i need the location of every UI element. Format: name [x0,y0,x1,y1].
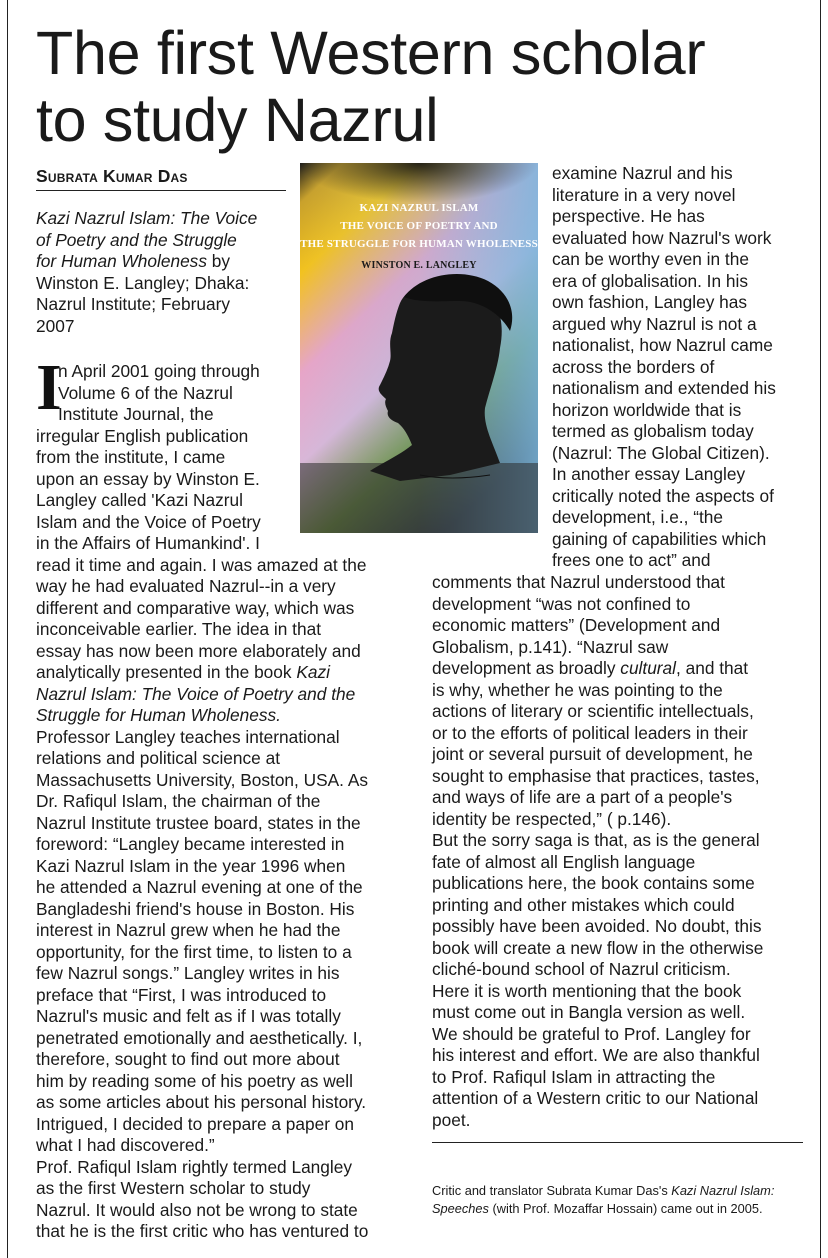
article-line: can be worthy even in the [552,249,749,269]
article-line: Institute Journal, the [58,404,214,424]
article-line: interest in Nazrul grew when he had the [36,920,341,940]
right-column-rule [820,0,821,1258]
article-line: foreword: “Langley became interested in [36,834,345,854]
article-line: opportunity, for the first time, to listen to a [36,941,352,962]
caption-text: (with Prof. Mozaffar Hossain) came out in 2005. [488,1201,763,1216]
period: . [276,705,281,725]
book-ref-text: 2007 [36,315,75,336]
article-line: Nazrul Islam: The Voice of Poetry and the [36,683,356,704]
article-line: across the borders of [552,356,715,377]
article-line: therefore, sought to find out more about [36,1049,340,1069]
article-line: development as broadly [432,658,621,678]
article-column-1 [36,361,368,1243]
article-line: analytically presented in the book [36,662,297,682]
article-line: fate of almost all English language [432,851,696,872]
article-line: joint or several pursuit of development, he [432,744,753,764]
article-line: In another essay Langley [552,464,746,484]
article-line: own fashion, Langley has [552,292,748,312]
article-line: him by reading some of his poetry as well [36,1070,353,1091]
article-line: way he had evaluated Nazrul--in a very [36,576,336,596]
article-line: Nazrul. It would also not be wrong to state [36,1199,358,1220]
article-line: is why, whether he was pointing to the [432,679,723,700]
article-line: Bangladeshi friend's house in Boston. His [36,898,355,919]
headline-line: to study Nazrul [36,86,439,154]
article-line: argued why Nazrul is not a [552,313,757,334]
article-line: critically noted the aspects of [552,485,774,506]
article-line: Prof. Rafiqul Islam rightly termed Langley [36,1156,352,1177]
article-line: relations and political science at [36,748,280,768]
article-line: nationalist, how Nazrul came [552,335,773,355]
article-line: Dr. Rafiqul Islam, the chairman of the [36,791,321,811]
article-line: to Prof. Rafiqul Islam in attracting the [432,1066,716,1087]
article-line: n April 2001 going through [58,361,260,381]
article-line: Here it is worth mentioning that the book [432,980,742,1001]
author-caption [432,1182,807,1218]
article-line: evaluated how Nazrul's work [552,227,772,248]
article-line: as some articles about his personal history. [36,1092,367,1112]
article-line: in the Affairs of Humankind'. I [36,533,260,553]
article-line: printing and other mistakes which could [432,894,735,915]
article-line: possibly have been avoided. No doubt, this [432,916,762,936]
article-line: Volume 6 of the Nazrul [58,382,233,403]
article-line: and ways of life are a part of a people's [432,787,733,807]
article-line: comments that Nazrul understood that [432,572,725,592]
article-line: gaining of capabilities which [552,528,767,549]
article-line: from the institute, I came [36,447,226,467]
book-title-line: Kazi Nazrul Islam: The Voice [36,208,258,228]
article-line: must come out in Bangla version as well. [432,1002,746,1022]
article-line: Kazi Nazrul Islam in the year 1996 when [36,855,346,876]
article-line: Intrigued, I decided to prepare a paper on [36,1113,355,1134]
article-line: Islam and the Voice of Poetry [36,511,261,532]
article-line: But the sorry saga is that, as is the general [432,830,760,850]
article-line: (Nazrul: The Global Citizen). [552,442,770,463]
article-line: that he is the first critic who has ventured to [36,1221,369,1241]
book-cover-title [300,199,538,275]
article-line: literature in a very novel [552,184,736,205]
caption-book-title-2: Speeches [432,1201,489,1216]
article-line: poet. [432,1109,471,1130]
article-line: frees one to act” and [552,550,711,570]
article-line: economic matters” (Development and [432,615,721,635]
article-line: horizon worldwide that is [552,399,742,420]
article-line: examine Nazrul and his [552,163,733,183]
left-column-rule [7,0,8,1258]
article-line: Nazrul Institute trustee board, states in the [36,812,361,833]
article-line: era of globalisation. In his [552,270,748,291]
article-line: Langley called 'Kazi Nazrul [36,490,243,510]
article-end-rule [432,1142,803,1143]
book-ref-text: Winston E. Langley; Dhaka: [36,272,250,293]
caption-text: Critic and translator Subrata Kumar Das's [432,1183,672,1198]
article-line: his interest and effort. We are also thankful [432,1045,760,1065]
article-line: perspective. He has [552,206,705,226]
cover-title-line: KAZI NAZRUL ISLAM [359,202,479,214]
article-line: he attended a Nazrul evening at one of the [36,877,363,897]
article-line: book will create a new flow in the otherwise [432,937,764,958]
article-line: publications here, the book contains some [432,873,755,893]
book-title-line: of Poetry and the Struggle [36,229,237,250]
cover-title-line: THE VOICE OF POETRY AND [340,220,498,232]
article-line: preface that “First, I was introduced to [36,984,327,1005]
article-line: different and comparative way, which was [36,597,355,618]
article-line: Massachusetts University, Boston, USA. As [36,769,368,790]
article-line: We should be grateful to Prof. Langley for [432,1023,751,1044]
byline: Subrata Kumar Das [36,166,286,191]
article-line: identity be respected,” ( p.146). [432,808,672,829]
article-line: attention of a Western critic to our National [432,1088,759,1108]
headline-line: The first Western scholar [36,19,706,87]
book-title-line: for Human Wholeness [36,251,207,271]
article-line: nationalism and extended his [552,378,776,398]
headline [36,20,806,154]
book-title-italic: Kazi [296,662,330,682]
article-column-3 [432,572,763,1131]
book-ref-text: by [206,251,231,271]
article-line: or to the efforts of political leaders in their [432,722,748,743]
article-line: cliché-bound school of Nazrul criticism. [432,959,731,979]
article-line: termed as globalism today [552,421,754,441]
drop-cap-letter: I [36,351,62,424]
article-line: irregular English publication [36,425,249,446]
article-line: upon an essay by Winston E. [36,468,260,489]
article-line: read it time and again. I was amazed at the [36,554,367,575]
article-line: actions of literary or scientific intellectuals, [432,701,754,721]
article-text: , and that [676,658,749,678]
article-line: few Nazrul songs.” Langley writes in his [36,963,340,983]
book-reference [36,208,291,337]
caption-book-title: Kazi Nazrul Islam: [671,1183,775,1198]
emphasis-word: cultural [620,658,677,678]
article-line: Nazrul's music and felt as if I was totally [36,1006,341,1026]
article-line: Globalism, p.141). “Nazrul saw [432,636,669,657]
article-line: inconceivable earlier. The idea in that [36,619,322,639]
article-line: what I had discovered.” [36,1135,215,1155]
article-line: Struggle for Human Wholeness [36,705,277,725]
article-line: development “was not confined to [432,593,691,614]
book-ref-text: Nazrul Institute; February [36,294,231,314]
article-column-2 [552,163,776,572]
cover-author: WINSTON E. LANGLEY [361,260,477,271]
article-line: as the first Western scholar to study [36,1178,311,1198]
article-line: sought to emphasise that practices, tastes, [432,765,760,786]
article-line: development, i.e., “the [552,507,723,527]
article-line: Professor Langley teaches international [36,726,340,747]
article-line: penetrated emotionally and aesthetically. I, [36,1027,363,1048]
cover-title-line: THE STRUGGLE FOR HUMAN WHOLENESS [300,238,538,250]
article-line: essay has now been more elaborately and [36,640,361,661]
